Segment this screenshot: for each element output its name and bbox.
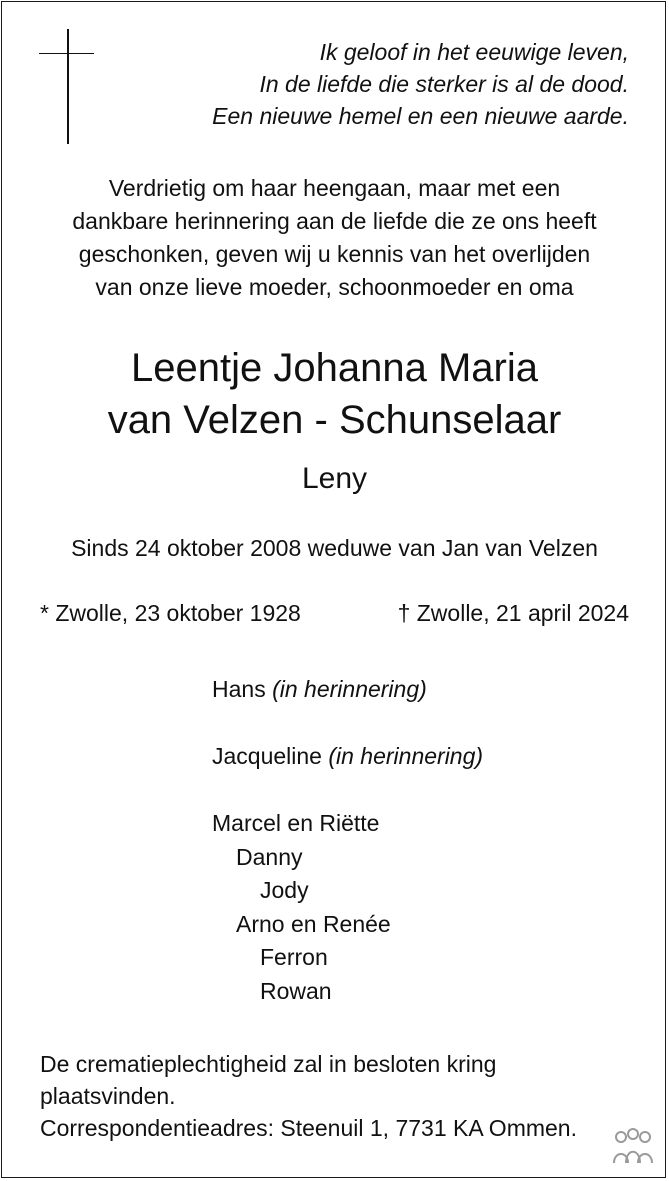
family-member: Rowan xyxy=(260,977,332,1004)
family-member: Danny xyxy=(236,843,303,870)
intro-line: dankbare herinnering aan de liefde die ze ons heeft xyxy=(72,208,597,234)
announcement-text xyxy=(0,172,669,304)
poem-line: Ik geloof in het eeuwige leven, xyxy=(319,39,629,65)
closing-line: Correspondentieadres: Steenuil 1, 7731 KA Ommen. xyxy=(40,1115,577,1141)
member-name: Hans xyxy=(212,676,266,702)
birth-info: * Zwolle, 23 oktober 1928 xyxy=(40,600,301,626)
member-name: Jacqueline xyxy=(212,743,322,769)
widow-note: Sinds 24 oktober 2008 weduwe van Jan van Velzen xyxy=(71,535,598,561)
family-member: Marcel en Riëtte xyxy=(212,810,380,836)
people-group-icon xyxy=(609,1125,657,1165)
death-info: † Zwolle, 21 april 2024 xyxy=(397,600,629,626)
nickname: Leny xyxy=(301,462,368,495)
family-member: Arno en Renée xyxy=(236,910,391,937)
poem-line: In de liefde die sterker is al de dood. xyxy=(259,71,629,97)
intro-line: geschonken, geven wij u kennis van het overlijden xyxy=(78,241,591,267)
closing-text xyxy=(40,1048,577,1144)
cross-icon xyxy=(67,29,69,144)
name-line-2: van Velzen - Schunselaar xyxy=(107,398,562,442)
family-member: Ferron xyxy=(260,944,328,970)
name-line-1: Leentje Johanna Maria xyxy=(131,346,538,390)
family-member xyxy=(212,740,483,774)
intro-line: Verdrietig om haar heengaan, maar met een xyxy=(108,175,561,201)
family-list xyxy=(212,673,483,1008)
closing-line: plaatsvinden. xyxy=(40,1083,176,1109)
closing-line: De crematieplechtigheid zal in besloten kring xyxy=(40,1051,497,1077)
deceased-name xyxy=(0,342,669,446)
cross-icon-bar xyxy=(39,53,94,54)
intro-line: van onze lieve moeder, schoonmoeder en oma xyxy=(95,274,574,300)
poem-line: Een nieuwe hemel en een nieuwe aarde. xyxy=(212,103,629,129)
member-note: (in herinnering) xyxy=(272,676,427,702)
family-member: Jody xyxy=(260,877,309,903)
member-note: (in herinnering) xyxy=(328,743,484,769)
family-member xyxy=(212,673,483,707)
poem xyxy=(212,36,629,132)
